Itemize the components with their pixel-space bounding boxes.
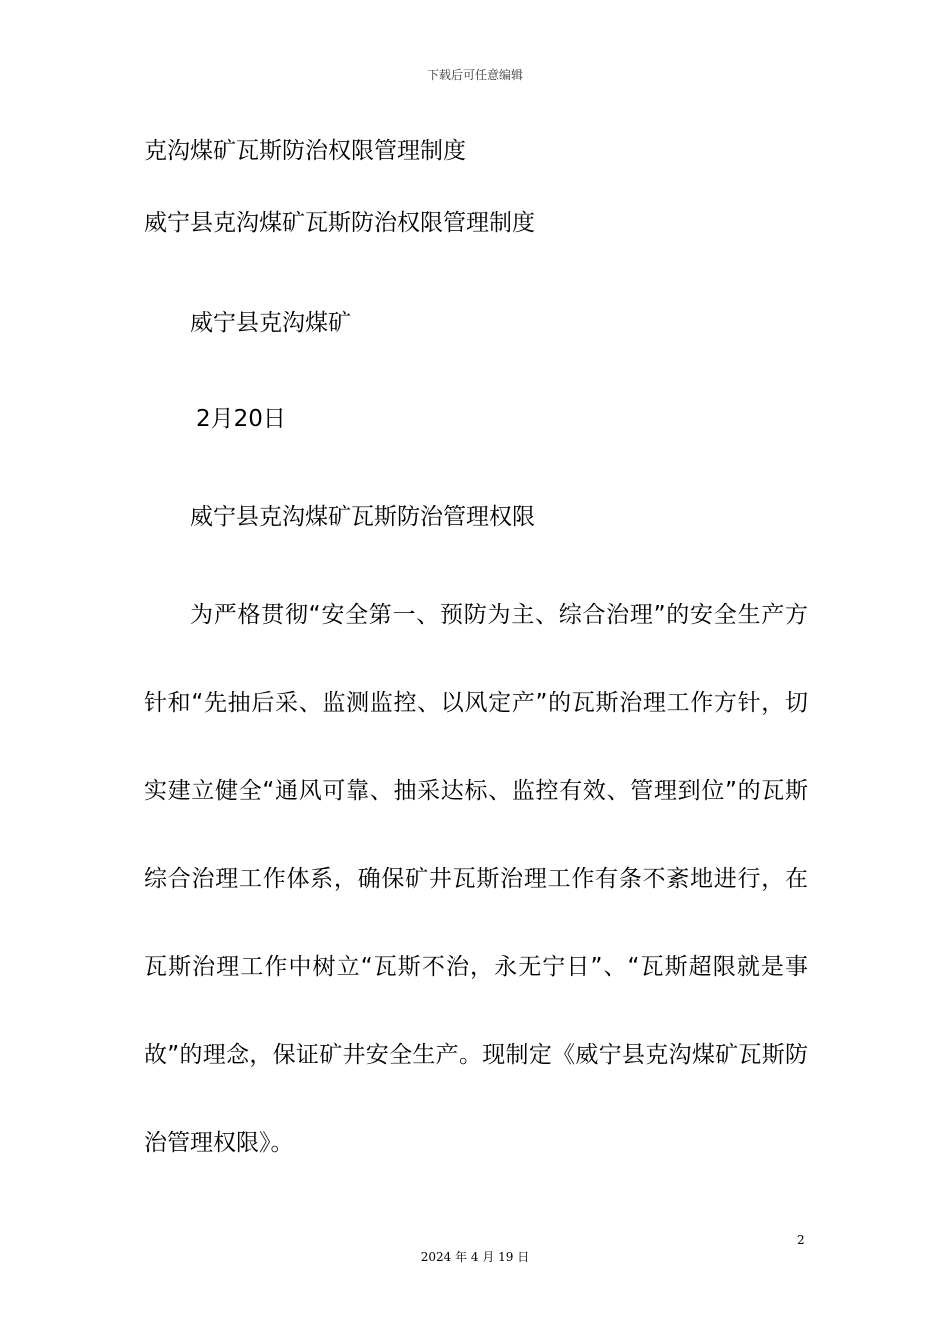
section-title: 威宁县克沟煤矿瓦斯防治管理权限 xyxy=(190,504,535,530)
organization-name: 威宁县克沟煤矿 xyxy=(190,310,351,336)
document-subtitle: 威宁县克沟煤矿瓦斯防治权限管理制度 xyxy=(144,210,535,236)
document-title: 克沟煤矿瓦斯防治权限管理制度 xyxy=(144,138,466,164)
page-number: 2 xyxy=(797,1233,805,1247)
body-paragraph: 为严格贯彻“安全第一、预防为主、综合治理”的安全生产方针和“先抽后采、监测监控、以风定产”的瓦斯治理工作方针，切实建立健全“通风可靠、抽采达标、监控有效、管理到位”的瓦斯综合治理工作体系，确保矿井瓦斯治理工作有条不紊地进行，在瓦斯治理工作中树立“瓦斯不治，永无宁日”、“瓦斯超限就是事故”的理念，保证矿井安全生产。现制定《威宁县克沟煤矿瓦斯防治管理权限》。 xyxy=(144,602,808,1156)
page-header: 下载后可任意编辑 xyxy=(426,68,523,82)
footer-date: 2024 年 4 月 19 日 xyxy=(420,1250,530,1264)
document-date: 2月20日 xyxy=(196,406,286,432)
